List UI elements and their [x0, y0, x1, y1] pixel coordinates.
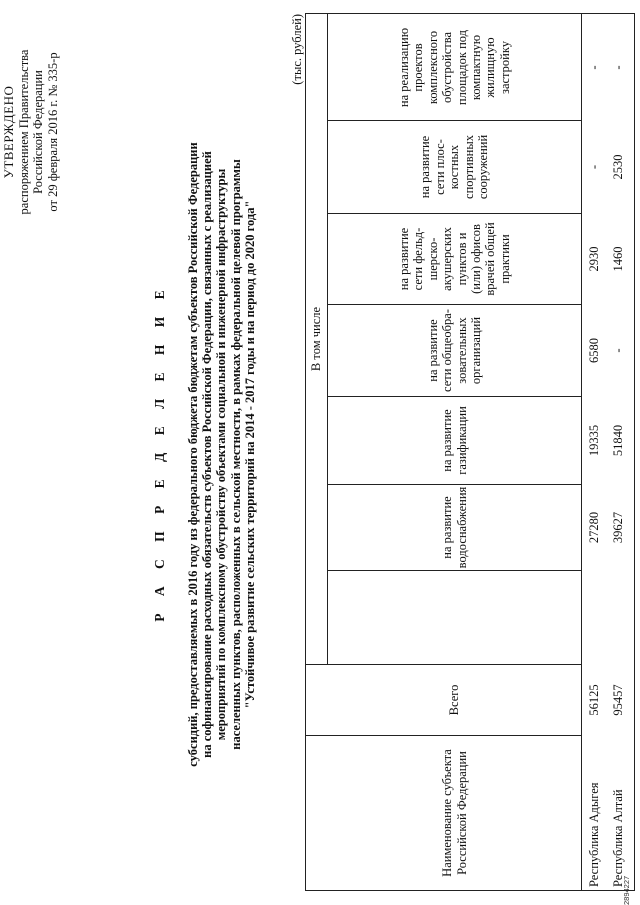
- header-col-schools: на развитие сети общеобра-зовательных организаций: [425, 309, 483, 392]
- row-value: 51840: [611, 424, 625, 457]
- header-col-medical: на развитие сети фельд-шерско-акушерских пунктов и (или) офисов врачей общей практики: [396, 222, 512, 296]
- approval-line: распоряжением Правительства: [16, 49, 31, 215]
- header-subject: Наименование субъекта Российской Федерации: [440, 749, 469, 877]
- header-col-gas: на развитие газификации: [440, 406, 469, 475]
- table-border-left: [305, 890, 635, 891]
- row-value: -: [587, 65, 601, 70]
- row-value: 6580: [587, 338, 601, 363]
- subtitle-line: "Устойчивое развитие сельских территорий на 2014 - 2017 годы и на период до 2020 года": [242, 200, 257, 709]
- document-stamp-number: 2894227: [622, 875, 631, 905]
- subtitle-line: на софинансирование расходных обязательств субъектов Российской Федерации, связанных с реализацией: [200, 151, 215, 758]
- header-col-housing: на реализацию проектов комплексного обустройства площадок под компактную жилищную застройку: [396, 27, 512, 108]
- row-value: 2930: [587, 246, 601, 272]
- subtitle-line: субсидий, предоставляемых в 2016 году из федерального бюджета бюджетам субъектов Российской Федерации: [186, 142, 200, 767]
- row-value: 2530: [611, 154, 625, 180]
- row-value: -: [611, 348, 625, 353]
- row-value: -: [611, 65, 625, 70]
- header-col-sports: на развитие сети плос-костных спортивных сооружений: [418, 134, 491, 200]
- table-col-divider: [305, 735, 582, 736]
- row-total: 56125: [587, 684, 601, 716]
- approval-line: Российской Федерации: [31, 70, 45, 194]
- row-value: 39627: [611, 511, 625, 544]
- header-total: Всего: [447, 684, 462, 716]
- row-value: 1460: [611, 246, 625, 272]
- distribution-table: [305, 13, 635, 891]
- header-col-water: на развитие водоснабжения: [440, 486, 469, 569]
- approval-line: от 29 февраля 2016 г. № 335-р: [45, 52, 60, 212]
- units-label: (тыс. рублей): [290, 14, 304, 85]
- document-subtitle: [186, 52, 257, 857]
- row-total: 95457: [611, 684, 625, 716]
- subtitle-line: населенных пунктов, расположенных в сельской местности, в рамках федеральной целевой программы: [228, 159, 243, 750]
- header-group: В том числе: [308, 306, 323, 372]
- document-title: Р А С П Р Е Д Е Л Е Н И Е: [152, 283, 167, 622]
- table-border-bottom: [634, 13, 635, 891]
- approval-block: [2, 7, 60, 257]
- row-value: -: [587, 164, 601, 170]
- subtitle-line: мероприятий по комплексному обустройству объектами социальной и инженерной инфраструктуры: [214, 168, 229, 741]
- row-name: Республика Адыгея: [587, 782, 601, 887]
- table-col-divider: [327, 120, 582, 121]
- row-value: 19335: [587, 424, 601, 457]
- row-value: 27280: [587, 511, 601, 544]
- table-header-rule: [581, 13, 582, 891]
- approval-heading: УТВЕРЖДЕНО: [1, 85, 16, 179]
- row-name: Республика Алтай: [611, 789, 625, 887]
- table-col-divider: [327, 570, 582, 571]
